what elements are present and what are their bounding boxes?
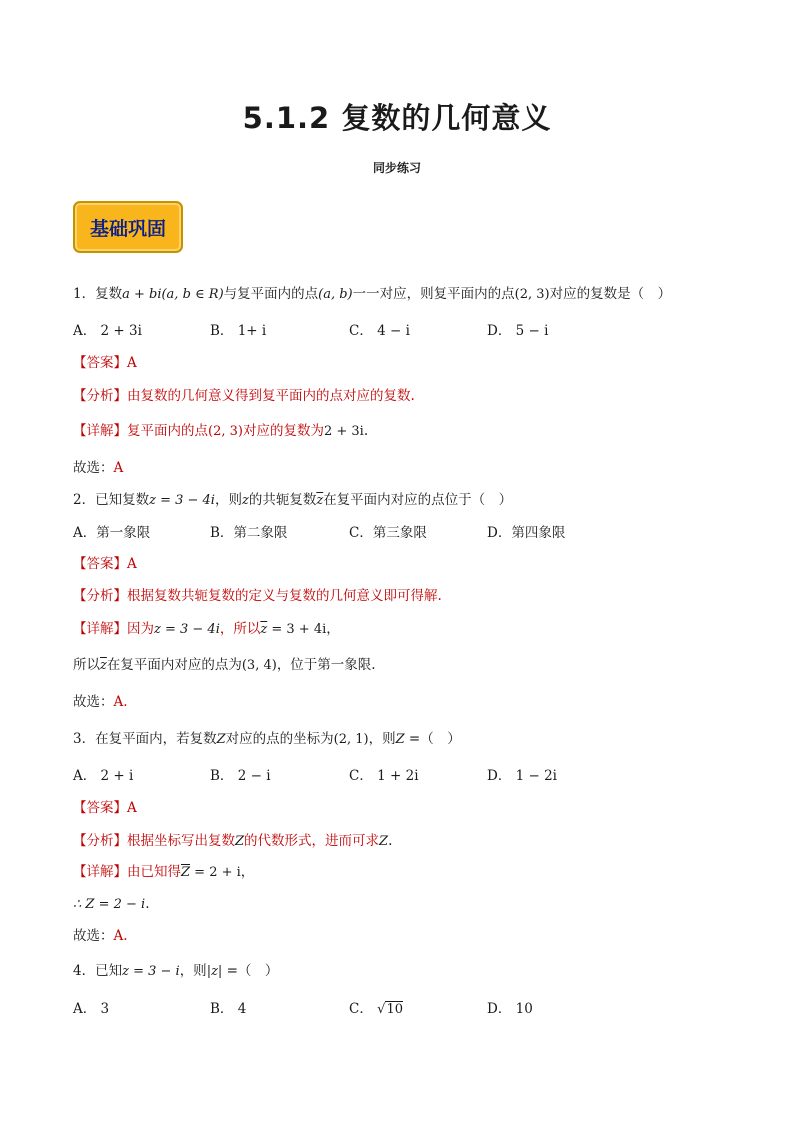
page-title: 5.1.2 复数的几何意义 [242,101,552,135]
q3-stem: 3．在复平面内，若复数Z对应的点的坐标为(2, 1)，则Z =（ ） [73,731,461,747]
q3-detail-line2: ∴ Z = 2 − i. [73,896,150,912]
q2-option-c: C．第三象限 [349,525,427,541]
q1-detail: 【详解】复平面内的点(2, 3)对应的复数为2 + 3i. [73,423,369,439]
q1-option-a: A． 2 + 3i [73,323,142,339]
q3-option-b: B． 2 − i [210,768,271,784]
q4-option-a: A． 3 [73,1001,110,1017]
q2-option-d: D．第四象限 [487,525,566,541]
q4-option-d: D． 10 [487,1001,533,1017]
q2-answer: 【答案】A [73,556,137,572]
section-badge [73,201,183,253]
q1-choose: 故选：A [73,460,124,476]
page-subtitle: 同步练习 [372,161,421,175]
q2-stem: 2．已知复数z = 3 − 4i，则z的共轭复数$\overline{z}$在复平面内对应的点位于（ ） [73,492,513,508]
q4-option-b: B． 4 [210,1001,247,1017]
q1-analysis: 【分析】由复数的几何意义得到复平面内的点对应的复数. [73,388,415,404]
q2-option-b: B．第二象限 [210,525,288,541]
section-label: 基础巩固 [89,217,166,240]
q2-choose: 故选：A. [73,694,128,710]
q3-option-c: C． 1 + 2i [349,768,419,784]
q3-choose: 故选：A. [73,928,128,944]
q3-answer: 【答案】A [73,800,137,816]
q1-option-c: C． 4 − i [349,323,410,339]
q3-detail: 【详解】由已知得$\overline{Z} = 2 + i$， [73,864,255,880]
q2-detail: 【详解】因为z = 3 − 4i，所以$\overline{z} = 3 + 4i$， [73,621,340,637]
q2-option-a: A．第一象限 [73,525,151,541]
q1-answer: 【答案】A [73,355,137,371]
q1-option-b: B． 1+ i [210,323,267,339]
q2-analysis: 【分析】根据复数共轭复数的定义与复数的几何意义即可得解. [73,588,442,604]
q4-option-c: C． √10 [349,1001,403,1017]
q4-stem: 4．已知z = 3 − i，则|z| =（ ） [73,963,279,979]
q3-analysis: 【分析】根据坐标写出复数Z的代数形式，进而可求Z. [73,833,393,849]
q1-option-d: D． 5 − i [487,323,549,339]
sqrt-icon: √ [377,1002,386,1017]
q3-option-a: A． 2 + i [73,768,134,784]
q2-detail-line2: 所以$\overline{z}$在复平面内对应的点为(3, 4)，位于第一象限. [73,657,376,673]
q3-option-d: D． 1 − 2i [487,768,558,784]
q1-stem: 1．复数a + bi(a, b ∈ R)与复平面内的点(a, b)一一对应，则复平面内的点(2, 3)对应的复数是（ ） [73,286,672,302]
